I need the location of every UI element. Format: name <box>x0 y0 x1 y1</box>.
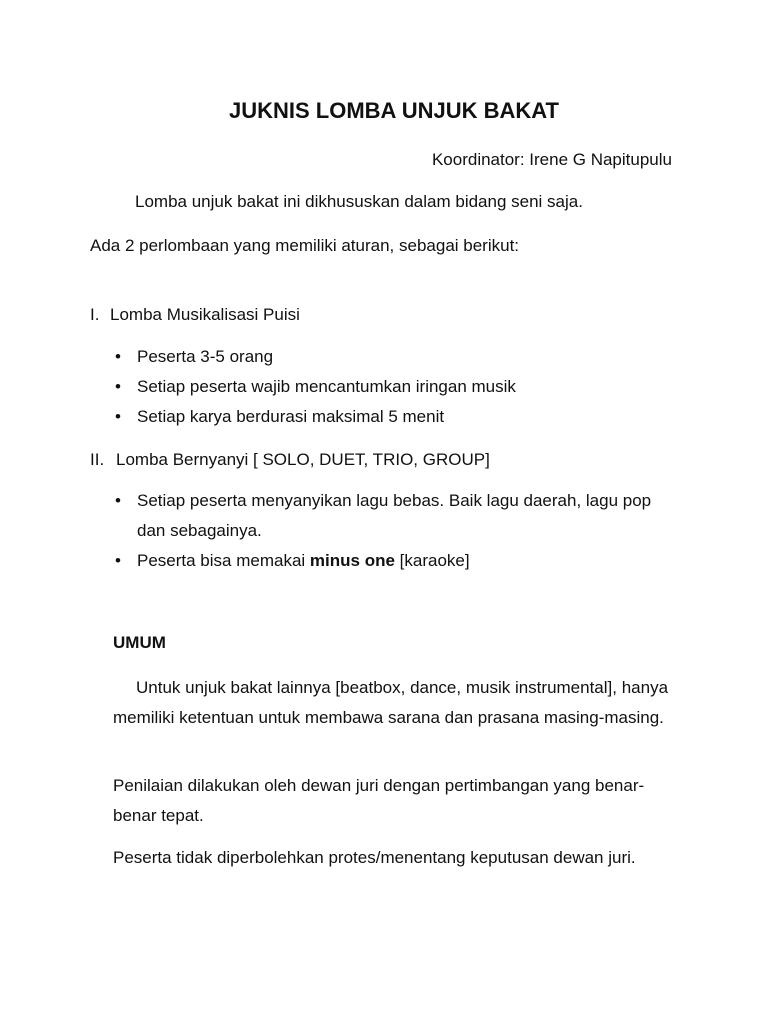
general-paragraph-2: Penilaian dilakukan oleh dewan juri dengan pertimbangan yang benar-benar tepat. <box>113 776 645 825</box>
bullet-icon: • <box>115 347 121 366</box>
bullet-icon: • <box>115 551 121 570</box>
intro-line-2: Ada 2 perlombaan yang memiliki aturan, sebagai berikut: <box>90 236 520 255</box>
section-1-list <box>115 342 516 432</box>
list-item <box>115 372 516 402</box>
intro-line-1: Lomba unjuk bakat ini dikhususkan dalam bidang seni saja. <box>135 192 583 211</box>
list-item <box>115 486 677 546</box>
coordinator-line: Koordinator: Irene G Napitupulu <box>431 150 672 169</box>
list-item-text-before: Peserta bisa memakai <box>137 551 310 570</box>
list-item-text: Setiap karya berdurasi maksimal 5 menit <box>137 407 445 426</box>
section-1-heading <box>90 300 300 330</box>
list-item <box>115 402 516 432</box>
list-item <box>115 546 677 576</box>
list-item-text: Setiap peserta menyanyikan lagu bebas. Baik lagu daerah, lagu pop dan sebagainya. <box>137 491 652 540</box>
list-item-text: Peserta 3-5 orang <box>137 347 274 366</box>
general-paragraph-3: Peserta tidak diperbolehkan protes/menentang keputusan dewan juri. <box>113 848 636 867</box>
list-item-text: Setiap peserta wajib mencantumkan iringan musik <box>137 377 516 396</box>
section-1-title: Lomba Musikalisasi Puisi <box>110 305 300 324</box>
list-item <box>115 342 516 372</box>
list-item-text-after: [karaoke] <box>394 551 470 570</box>
general-paragraph-1: Untuk unjuk bakat lainnya [beatbox, dance, musik instrumental], hanya memiliki ketentuan untuk membawa sarana dan prasana masing-masing. <box>113 678 669 727</box>
section-2-title: Lomba Bernyanyi [ SOLO, DUET, TRIO, GROUP] <box>116 450 490 469</box>
general-heading: UMUM <box>113 633 166 652</box>
list-item-bold-text: minus one <box>309 551 395 570</box>
document-title: JUKNIS LOMBA UNJUK BAKAT <box>229 98 559 123</box>
section-1-number: I. <box>90 305 100 324</box>
section-2-heading <box>90 445 490 475</box>
bullet-icon: • <box>115 491 121 510</box>
section-2-number: II. <box>90 450 105 469</box>
bullet-icon: • <box>115 377 121 396</box>
section-2-list <box>115 486 677 576</box>
bullet-icon: • <box>115 407 121 426</box>
